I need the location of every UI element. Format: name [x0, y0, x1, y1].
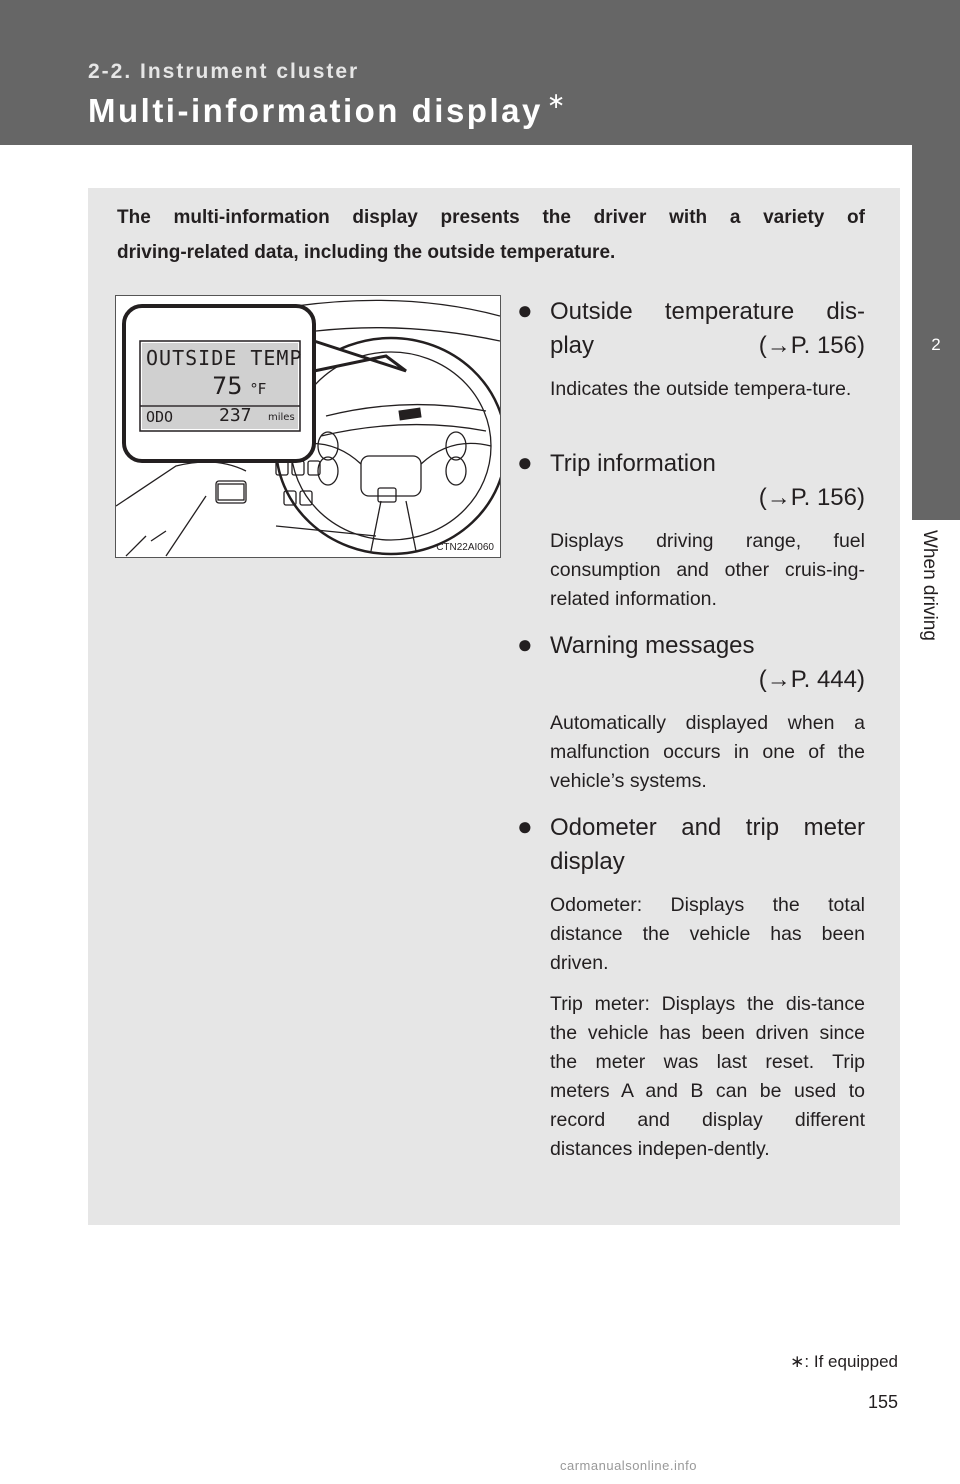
footnote: ∗: If equipped: [790, 1352, 898, 1371]
page-number: 155: [867, 1392, 898, 1412]
item-title-line-2: play: [550, 332, 595, 359]
section-title: 2-2. Instrument cluster: [88, 60, 360, 83]
intro-line-2: driving-related data, including the outside temperature.: [117, 242, 616, 263]
chapter-header: [0, 0, 960, 145]
item-title: Trip information: [550, 450, 716, 477]
item-outside-temperature: [517, 295, 865, 404]
item-odometer-trip-meter: [517, 811, 865, 1164]
item-title-line-1: Odometer and trip meter: [550, 814, 865, 841]
chapter-number: 2: [931, 335, 941, 354]
display-odo-value: 237: [219, 405, 252, 426]
display-temp-value: [212, 372, 266, 400]
bullet-icon: ●: [517, 811, 533, 841]
odometer-description: Odometer: Displays the total distance the vehicle has been driven.: [550, 894, 865, 974]
item-description: Indicates the outside tempera-ture.: [550, 378, 852, 400]
temp-unit: °F: [250, 380, 267, 398]
page-title-text: Multi-information display: [88, 92, 543, 129]
item-title-row: [517, 329, 865, 363]
bullet-icon: ●: [517, 447, 533, 477]
figure-code: CTN22AI060: [436, 542, 494, 553]
intro-paragraph: [117, 200, 865, 270]
item-title-line-1: Outside temperature dis-: [550, 298, 865, 325]
chapter-label-text: When driving: [919, 530, 940, 641]
item-description: Automatically displayed when a malfunction occurs in one of the vehicle’s systems.: [550, 712, 865, 792]
cluster-illustration: [115, 295, 501, 558]
bullet-icon: ●: [517, 629, 533, 659]
page-reference-link[interactable]: (→P. 444): [758, 666, 865, 693]
temp-value: 75: [212, 372, 243, 400]
intro-line-1: The multi-information display presents the driver with a variety of: [117, 207, 865, 228]
item-trip-information: [517, 447, 865, 614]
display-odo-label: ODO: [146, 408, 174, 426]
chapter-tab: [912, 145, 960, 520]
item-title: Warning messages: [550, 632, 755, 659]
bullet-icon: ●: [517, 295, 533, 325]
item-title-line-2: display: [550, 848, 625, 875]
item-description: Displays driving range, fuel consumption and other cruis-ing-related information.: [550, 530, 865, 610]
dashboard-drawing: [116, 296, 500, 557]
chapter-label: [900, 520, 960, 720]
watermark: carmanualsonline.info: [560, 1458, 697, 1473]
item-warning-messages: [517, 629, 865, 796]
page-reference-link[interactable]: (→P. 156): [758, 332, 865, 359]
trip-meter-description: Trip meter: Displays the dis-tance the vehicle has been driven since the meter was last reset. Trip meters A and B can be used to record and display different distances indepen-dently.: [550, 993, 865, 1160]
page-reference-link[interactable]: (→P. 156): [758, 484, 865, 511]
display-odo-unit: miles: [268, 412, 295, 423]
page-title: [88, 88, 568, 130]
if-equipped-mark: ∗: [546, 88, 568, 113]
display-outside-temp-label: OUTSIDE TEMP: [146, 346, 303, 370]
